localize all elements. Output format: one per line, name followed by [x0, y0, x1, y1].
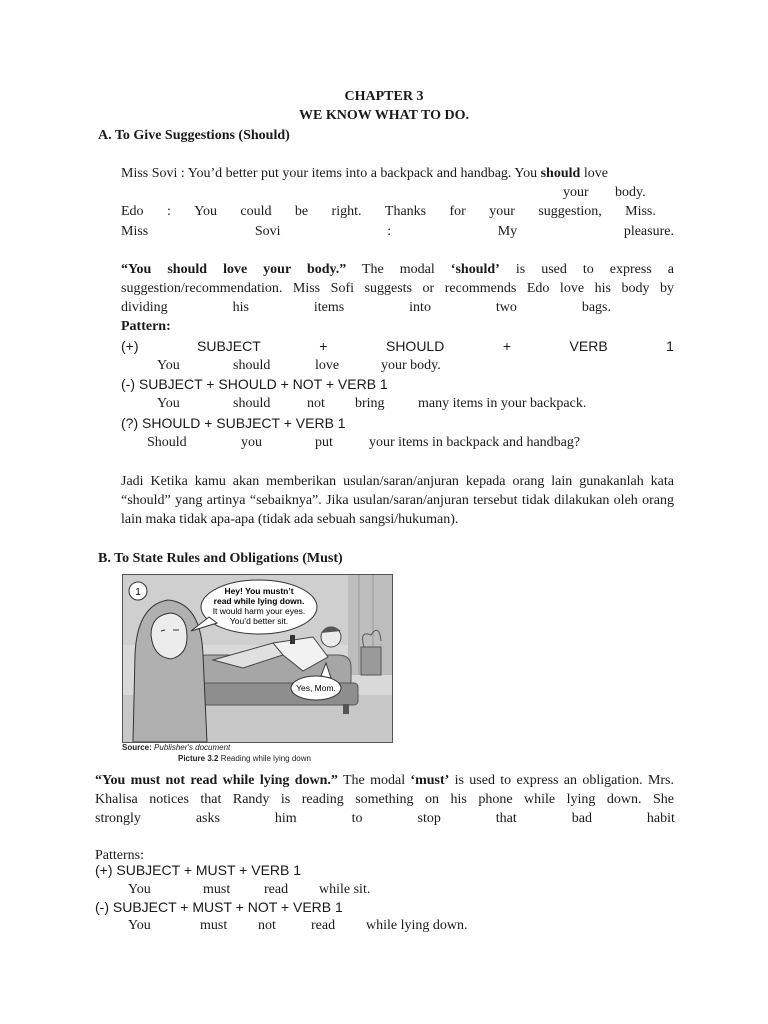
explanation-word: items: [313, 300, 345, 315]
example-word: while sit.: [319, 882, 371, 897]
dialog-word: could: [240, 204, 272, 219]
dialog-word: :: [166, 204, 171, 219]
section-a-heading: A. To Give Suggestions (Should): [98, 128, 290, 143]
example-word: Should: [147, 435, 187, 450]
must-text-2: is used to express an obligation. Mrs. Khalisa notices that Randy is reading something on his phone while lying down. She: [95, 773, 675, 807]
example-word: You: [157, 396, 180, 411]
example-word: You: [157, 358, 180, 373]
picture-caption: [178, 754, 311, 764]
explanation-word: bad: [571, 811, 592, 826]
example-word: love: [315, 358, 340, 373]
dialog-line-1-cont-a: your: [563, 185, 589, 200]
source-label: Source:: [122, 743, 152, 752]
should-modal: ‘should’: [450, 262, 500, 277]
example-word: you: [241, 435, 262, 450]
explanation-word: into: [409, 300, 431, 315]
must-text-1: The modal: [337, 773, 411, 788]
dialog-word: My: [497, 224, 518, 239]
example-word: read: [311, 918, 336, 933]
caption-text: Reading while lying down: [220, 754, 311, 763]
explanation-word: his: [232, 300, 249, 315]
dialog-word: suggestion,: [538, 204, 602, 219]
must-explanation-last-line: [95, 809, 675, 828]
dialog-word: Thanks: [384, 204, 427, 219]
bubble-line-3: It would harm your eyes.: [212, 606, 306, 616]
pattern-label: Pattern:: [121, 319, 171, 334]
dialog-line-2: [121, 202, 656, 221]
dialog-word: for: [449, 204, 466, 219]
should-note: Jadi Ketika kamu akan memberikan usulan/saran/anjuran kepada orang lain gunakanlah kata “should” yang artinya “sebaiknya”. Jika usulan/saran/anjuran tersebut tidak dilakukan oleh orang lain maka tidak apa-apa (tidak ada sebuah sangsi/hukuman).: [121, 474, 674, 527]
bubble-line-2: read while lying down.: [213, 596, 305, 606]
example-word: must: [203, 882, 231, 897]
formula-part: 1: [666, 338, 674, 354]
formula-part: (+): [121, 338, 139, 354]
should-text-1: The modal: [346, 262, 451, 277]
dialog-word: Miss.: [625, 204, 656, 219]
explanation-word: dividing: [121, 300, 168, 315]
dialog-line-1-cont-b: body.: [615, 185, 646, 200]
reply-bubble: Yes, Mom.: [296, 683, 336, 693]
dialog-speaker-sovi: Miss Sovi :: [121, 166, 185, 181]
explanation-word: asks: [195, 811, 220, 826]
example-word: not: [307, 396, 325, 411]
should-explanation-last-line: [121, 298, 611, 317]
should-explanation: [121, 260, 674, 298]
should-question-formula: (?) SHOULD + SUBJECT + VERB 1: [121, 415, 346, 431]
should-positive-formula: [121, 337, 674, 356]
example-word: read: [264, 882, 289, 897]
example-word: put: [315, 435, 333, 450]
chapter-title: WE KNOW WHAT TO DO.: [299, 108, 469, 123]
formula-part: +: [502, 338, 512, 354]
should-negative-formula: (-) SUBJECT + SHOULD + NOT + VERB 1: [121, 376, 388, 392]
example-word: You: [128, 882, 151, 897]
dialog-line-1-bold: should: [540, 166, 581, 181]
example-word: your items in backpack and handbag?: [369, 435, 581, 450]
must-negative-formula: (-) SUBJECT + MUST + NOT + VERB 1: [95, 899, 343, 915]
panel-number: 1: [135, 587, 141, 598]
bubble-line-1: Hey! You mustn’t: [224, 586, 294, 596]
dialog-word: Miss: [121, 224, 149, 239]
reading-illustration: [122, 574, 393, 743]
illustration-graphic: [123, 575, 392, 742]
example-word: while lying down.: [366, 918, 468, 933]
explanation-word: strongly: [95, 811, 141, 826]
dialog-line-3: [121, 222, 674, 241]
example-word: your body.: [381, 358, 441, 373]
example-word: many items in your backpack.: [418, 396, 587, 411]
must-positive-formula: (+) SUBJECT + MUST + VERB 1: [95, 862, 302, 878]
must-explanation: [95, 771, 674, 809]
formula-part: SUBJECT: [197, 338, 261, 354]
example-word: You: [128, 918, 151, 933]
bubble-line-4: You’d better sit.: [229, 616, 289, 626]
source-value: Publisher's document: [154, 743, 231, 752]
dialog-word: Edo: [121, 204, 144, 219]
example-word: bring: [355, 396, 385, 411]
dialog-word: right.: [331, 204, 362, 219]
example-word: not: [258, 918, 276, 933]
must-quote: “You must not read while lying down.”: [95, 773, 338, 788]
section-b-heading: B. To State Rules and Obligations (Must): [98, 551, 343, 566]
dialog-word: be: [294, 204, 309, 219]
chapter-number: CHAPTER 3: [344, 89, 424, 104]
dialog-word: Sovi: [254, 224, 281, 239]
explanation-word: habit: [646, 811, 675, 826]
should-quote: “You should love your body.”: [121, 262, 347, 277]
should-text-2: is used to express a suggestion/recommendation. Miss Sofi suggests or recommends Edo love his body by: [121, 262, 674, 296]
dialog-line-1-text: You’d better put your items into a backpack and handbag. You: [187, 166, 538, 181]
explanation-word: stop: [417, 811, 441, 826]
explanation-word: two: [495, 300, 517, 315]
example-word: should: [233, 358, 271, 373]
dialog-word: :: [387, 224, 392, 239]
explanation-word: to: [351, 811, 363, 826]
formula-part: SHOULD: [385, 338, 445, 354]
dialog-word: your: [489, 204, 515, 219]
caption-label: Picture 3.2: [178, 754, 219, 763]
explanation-word: bags.: [581, 300, 611, 315]
patterns-label: Patterns:: [95, 848, 144, 863]
formula-part: +: [319, 338, 328, 354]
explanation-word: him: [274, 811, 297, 826]
explanation-word: that: [495, 811, 517, 826]
dialog-word: You: [194, 204, 217, 219]
dialog-line-1-after: love: [583, 166, 608, 181]
formula-part: VERB: [569, 338, 608, 354]
example-word: should: [233, 396, 271, 411]
must-modal: ‘must’: [410, 773, 450, 788]
dialog-word: pleasure.: [623, 224, 674, 239]
example-word: must: [200, 918, 228, 933]
picture-source: [122, 743, 230, 753]
dialog-line-1: [121, 164, 608, 183]
